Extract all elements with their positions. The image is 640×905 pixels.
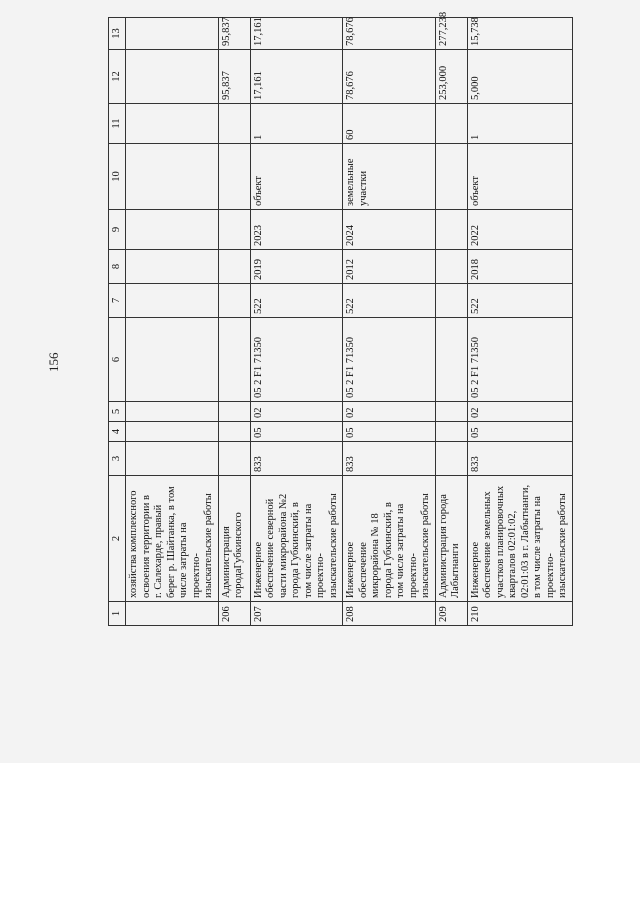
cell-col-11 [435, 104, 467, 144]
cell-col-1: 207 [250, 602, 343, 626]
header-cell: 10 [109, 144, 126, 210]
page-number: 156 [46, 352, 61, 372]
header-cell: 1 [109, 602, 126, 626]
cell-col-8: 2012 [343, 250, 436, 284]
cell-col-8: 2018 [467, 250, 572, 284]
cell-col-1: 210 [467, 602, 572, 626]
cell-col-13: 17,161 [250, 18, 343, 50]
cell-col-12: 253,000 [435, 50, 467, 104]
cell-col-5: 02 [343, 402, 436, 422]
cell-col-4: 05 [343, 422, 436, 442]
cell-col-13: 95,837 [218, 18, 250, 50]
table-row [435, 18, 467, 626]
cell-col-8: 2019 [250, 250, 343, 284]
cell-col-6: 05 2 F1 71350 [467, 318, 572, 402]
cell-col-7: 522 [250, 284, 343, 318]
cell-col-5 [126, 402, 219, 422]
header-cell: 3 [109, 442, 126, 476]
cell-col-6: 05 2 F1 71350 [343, 318, 436, 402]
cell-col-7 [435, 284, 467, 318]
cell-col-11: 60 [343, 104, 436, 144]
cell-col-3: 833 [250, 442, 343, 476]
cell-col-6 [126, 318, 219, 402]
cell-col-8 [126, 250, 219, 284]
header-cell: 12 [109, 50, 126, 104]
cell-col-6: 05 2 F1 71350 [250, 318, 343, 402]
header-row [109, 18, 126, 626]
table-row [218, 18, 250, 626]
cell-col-10 [435, 144, 467, 210]
cell-col-13 [126, 18, 219, 50]
cell-col-3: 833 [343, 442, 436, 476]
cell-col-1: 209 [435, 602, 467, 626]
cell-col-2: Администрация городаГубкинского [218, 476, 250, 602]
cell-col-6 [435, 318, 467, 402]
cell-col-12: 17,161 [250, 50, 343, 104]
cell-col-12 [126, 50, 219, 104]
cell-col-3 [218, 442, 250, 476]
table-row [343, 18, 436, 626]
cell-col-2: Инженерное обеспечение микрорайона № 18 города Губкинский, в том числе затраты на проектно- изыскательские работы [343, 476, 436, 602]
cell-col-10: объект [467, 144, 572, 210]
cell-col-8 [435, 250, 467, 284]
cell-col-1: 208 [343, 602, 436, 626]
header-cell: 8 [109, 250, 126, 284]
cell-col-7 [126, 284, 219, 318]
cell-col-11: 1 [467, 104, 572, 144]
cell-col-8 [218, 250, 250, 284]
cell-col-1 [126, 602, 219, 626]
cell-col-13: 15,738 [467, 18, 572, 50]
cell-col-3 [126, 442, 219, 476]
cell-col-5 [218, 402, 250, 422]
cell-col-2: хозяйства комплексного освоения территории в г. Салехарде, правый берег р. Шайтанка, в том числе затраты на проектно- изыскательские работы [126, 476, 219, 602]
cell-col-4 [218, 422, 250, 442]
table-row [467, 18, 572, 626]
cell-col-9: 2022 [467, 210, 572, 250]
header-cell: 4 [109, 422, 126, 442]
cell-col-2: Инженерное обеспечение северной части микрорайона №2 города Губкинский, в том числе затраты на проектно- изыскательские работы [250, 476, 343, 602]
cell-col-4: 05 [467, 422, 572, 442]
header-cell: 2 [109, 476, 126, 602]
cell-col-9 [218, 210, 250, 250]
cell-col-12: 78,676 [343, 50, 436, 104]
cell-col-10: объект [250, 144, 343, 210]
cell-col-12: 5,000 [467, 50, 572, 104]
header-cell: 11 [109, 104, 126, 144]
cell-col-4 [126, 422, 219, 442]
cell-col-6 [218, 318, 250, 402]
header-cell: 6 [109, 318, 126, 402]
cell-col-7: 522 [467, 284, 572, 318]
cell-col-3: 833 [467, 442, 572, 476]
header-cell: 7 [109, 284, 126, 318]
table-body [109, 11, 573, 626]
cell-col-12: 95,837 [218, 50, 250, 104]
cell-col-4: 05 [250, 422, 343, 442]
cell-col-7 [218, 284, 250, 318]
header-cell: 13 [109, 18, 126, 50]
cell-col-10: земельные участки [343, 144, 436, 210]
cell-col-4 [435, 422, 467, 442]
cell-col-13: 78,676 [343, 18, 436, 50]
rotated-table-container [108, 11, 618, 626]
header-cell: 9 [109, 210, 126, 250]
cell-col-11 [218, 104, 250, 144]
cell-col-11: 1 [250, 104, 343, 144]
cell-col-3 [435, 442, 467, 476]
cell-col-9: 2024 [343, 210, 436, 250]
cell-col-11 [126, 104, 219, 144]
cell-col-5 [435, 402, 467, 422]
table-row [126, 18, 219, 626]
cell-col-5: 02 [467, 402, 572, 422]
cell-col-9 [126, 210, 219, 250]
header-cell: 5 [109, 402, 126, 422]
cell-col-2: Администрация города Лабытнанги [435, 476, 467, 602]
cell-col-5: 02 [250, 402, 343, 422]
budget-table [108, 11, 573, 626]
table-row [250, 18, 343, 626]
cell-col-2: Инженерное обеспечение земельных участков планировочных кварталов 02:01:02, 02:01:03 в г. Лабытнанги, в том числе затраты на проектно- изыскательские работы [467, 476, 572, 602]
cell-col-7: 522 [343, 284, 436, 318]
cell-col-9 [435, 210, 467, 250]
cell-col-13: 277,238 [435, 18, 467, 50]
cell-col-10 [218, 144, 250, 210]
cell-col-1: 206 [218, 602, 250, 626]
cell-col-9: 2023 [250, 210, 343, 250]
cell-col-10 [126, 144, 219, 210]
